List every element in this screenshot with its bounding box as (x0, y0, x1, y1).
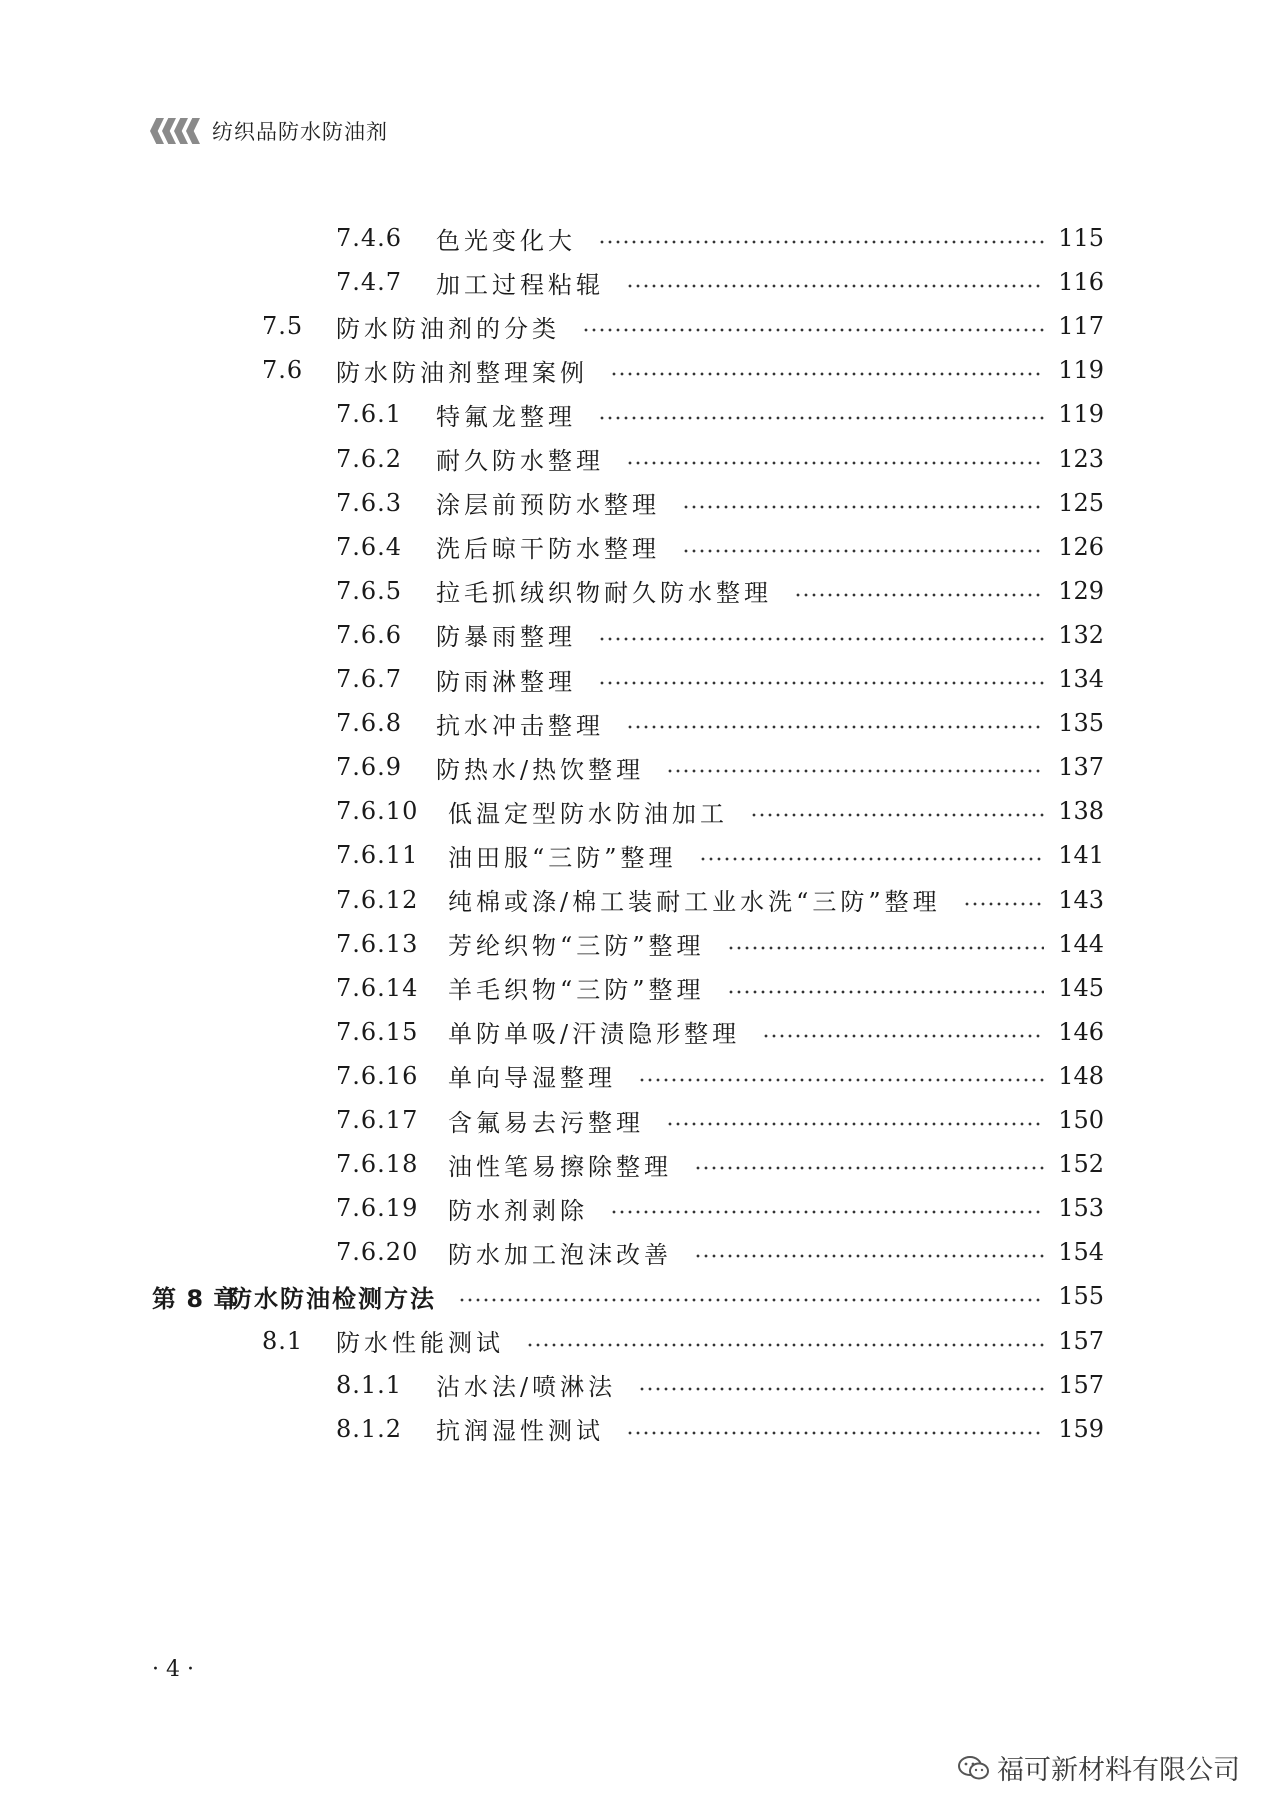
toc-entry-row (0, 1144, 1280, 1184)
toc-leader-dots (666, 769, 1044, 773)
toc-leader-dots (458, 1298, 1044, 1302)
watermark (957, 1748, 1240, 1787)
toc-page-number: 126 (1058, 532, 1104, 561)
toc-page-number: 115 (1058, 224, 1104, 252)
toc-title: 洗后晾干防水整理 (436, 535, 660, 564)
toc-leader-dots (727, 990, 1044, 994)
toc-entry-row (0, 659, 1280, 699)
toc-leader-dots (750, 813, 1044, 817)
toc-leader-dots (694, 1254, 1044, 1258)
toc-entry-row (0, 747, 1280, 787)
toc-leader-dots (626, 461, 1044, 465)
toc-title: 色光变化大 (436, 226, 576, 255)
toc-leader-dots (638, 1078, 1044, 1082)
toc-title: 纯棉或涤/棉工装耐工业水洗“三防”整理 (448, 888, 941, 916)
toc-title: 防水防油剂整理案例 (336, 358, 588, 387)
toc-entry-row (0, 880, 1280, 920)
toc-entry-row (0, 968, 1280, 1008)
toc-page-number: 152 (1058, 1150, 1104, 1179)
toc-title: 防水防油剂的分类 (336, 314, 560, 343)
toc-entry-row (0, 924, 1280, 964)
toc-leader-dots (610, 372, 1044, 376)
toc-leader-dots (626, 284, 1044, 288)
toc-title: 低温定型防水防油加工 (448, 799, 728, 828)
toc-page-number: 148 (1058, 1061, 1104, 1090)
page-number: · 4 · (152, 1657, 194, 1682)
toc-entry-row (0, 1188, 1280, 1228)
book-title: 纺织品防水防油剂 (212, 120, 388, 144)
toc-entry-row (0, 571, 1280, 611)
toc-number: 7.6.16 (336, 1061, 419, 1090)
toc-number: 7.6.2 (336, 444, 403, 473)
toc-number: 8.1.1 (336, 1370, 403, 1399)
toc-title: 拉毛抓绒织物耐久防水整理 (436, 579, 772, 608)
toc-page-number: 116 (1058, 268, 1104, 297)
toc-entry-row (0, 262, 1280, 302)
toc-number: 7.6.17 (336, 1106, 419, 1134)
toc-entry-row (0, 1100, 1280, 1140)
toc-entry-row (0, 350, 1280, 390)
toc-leader-dots (598, 637, 1044, 641)
toc-leader-dots (666, 1122, 1044, 1126)
toc-leader-dots (582, 328, 1044, 332)
toc-title: 芳纶织物“三防”整理 (448, 932, 705, 961)
toc-title: 防雨淋整理 (436, 667, 576, 696)
toc-leader-dots (727, 946, 1044, 950)
toc-number: 7.6.18 (336, 1150, 419, 1179)
toc-number: 7.6.11 (336, 841, 419, 870)
toc-page-number: 157 (1058, 1326, 1104, 1355)
toc-leader-dots (762, 1034, 1044, 1038)
toc-number: 7.6.6 (336, 620, 403, 649)
toc-page-number: 154 (1058, 1238, 1104, 1267)
toc-leader-dots (694, 1166, 1044, 1170)
toc-page-number: 132 (1058, 620, 1104, 649)
toc-page-number: 157 (1058, 1370, 1104, 1399)
toc-page-number: 146 (1058, 1017, 1104, 1046)
toc-title: 抗水冲击整理 (436, 711, 604, 740)
toc-leader-dots (598, 240, 1044, 244)
toc-number: 7.6.13 (336, 929, 419, 958)
toc-number: 8.1.2 (336, 1414, 403, 1443)
toc-number: 7.6 (262, 356, 304, 385)
toc-title: 羊毛织物“三防”整理 (448, 976, 705, 1005)
toc-title: 单防单吸/汗渍隐形整理 (448, 1020, 741, 1049)
running-header (150, 116, 388, 146)
toc-chapter-row (0, 1276, 1280, 1316)
toc-entry-row (0, 394, 1280, 434)
toc-leader-dots (610, 1210, 1044, 1214)
toc-number: 7.6.10 (336, 797, 419, 826)
toc-title: 防暴雨整理 (436, 623, 576, 652)
toc-page-number: 134 (1058, 665, 1104, 693)
toc-entry-row (0, 483, 1280, 523)
toc-title: 含氟易去污整理 (448, 1108, 644, 1137)
toc-number: 8.1 (262, 1326, 304, 1355)
toc-entry-row (0, 1232, 1280, 1272)
toc-entry-row (0, 703, 1280, 743)
toc-entry-row (0, 1321, 1280, 1361)
toc-leader-dots (794, 593, 1044, 597)
toc-page-number: 145 (1058, 973, 1104, 1002)
toc-entry-row (0, 439, 1280, 479)
toc-entry-row (0, 1409, 1280, 1449)
toc-number: 7.4.7 (336, 268, 403, 297)
toc-page-number: 125 (1058, 488, 1104, 517)
toc-page-number: 143 (1058, 885, 1104, 914)
toc-entry-row (0, 1056, 1280, 1096)
toc-number: 7.6.3 (336, 488, 403, 517)
toc-page-number: 138 (1058, 797, 1104, 826)
toc-page-number: 117 (1058, 312, 1104, 341)
toc-leader-dots (598, 416, 1044, 420)
toc-entry-row (0, 1365, 1280, 1405)
toc-title: 防热水/热饮整理 (436, 755, 645, 784)
toc-title: 油性笔易擦除整理 (448, 1152, 672, 1181)
toc-title: 沾水法/喷淋法 (436, 1373, 617, 1402)
toc-number: 7.6.7 (336, 665, 403, 693)
toc-leader-dots (682, 505, 1044, 509)
toc-number: 7.6.19 (336, 1194, 419, 1223)
watermark-text: 福可新材料有限公司 (997, 1755, 1240, 1786)
toc-page-number: 141 (1058, 841, 1104, 870)
toc-number: 7.6.5 (336, 576, 403, 605)
toc-leader-dots (626, 1431, 1044, 1435)
toc-title: 涂层前预防水整理 (436, 491, 660, 520)
toc-number: 7.6.8 (336, 709, 403, 738)
toc-leader-dots (598, 681, 1044, 685)
toc-number: 7.6.15 (336, 1017, 419, 1046)
toc-number: 7.6.14 (336, 973, 419, 1002)
toc-title: 耐久防水整理 (436, 447, 604, 475)
toc-title: 防水加工泡沫改善 (448, 1240, 672, 1269)
wechat-icon (957, 1755, 991, 1781)
toc-entry-row (0, 306, 1280, 346)
toc-entry-row (0, 615, 1280, 655)
toc-number: 7.6.20 (336, 1238, 419, 1267)
toc-number: 7.5 (262, 312, 304, 341)
toc-page-number: 123 (1058, 444, 1104, 473)
toc-page-number: 119 (1058, 400, 1104, 429)
toc-page-number: 135 (1058, 709, 1104, 738)
toc-title: 防水剂剥除 (448, 1196, 588, 1225)
toc-title: 加工过程粘辊 (436, 270, 604, 299)
toc-leader-dots (963, 902, 1044, 906)
toc-page-number: 129 (1058, 576, 1104, 605)
toc-title: 单向导湿整理 (448, 1064, 616, 1093)
toc-number: 7.4.6 (336, 224, 403, 252)
toc-leader-dots (638, 1387, 1044, 1391)
toc-entry-row (0, 1012, 1280, 1052)
toc-title: 防水防油检测方法 (228, 1284, 436, 1313)
toc-page-number: 159 (1058, 1414, 1104, 1443)
toc-number: 第 8 章 (152, 1284, 239, 1313)
toc-page-number: 153 (1058, 1194, 1104, 1223)
toc-page-number: 119 (1058, 356, 1104, 385)
chevron-ornament-icon (150, 118, 198, 144)
toc-page-number: 137 (1058, 753, 1104, 782)
toc-page-number: 155 (1058, 1282, 1104, 1311)
toc-number: 7.6.4 (336, 532, 403, 561)
toc-number: 7.6.12 (336, 885, 419, 914)
toc-leader-dots (682, 549, 1044, 553)
toc-entry-row (0, 527, 1280, 567)
toc-leader-dots (526, 1343, 1044, 1347)
toc-entry-row (0, 218, 1280, 258)
toc-title: 油田服“三防”整理 (448, 843, 677, 872)
toc-title: 防水性能测试 (336, 1329, 504, 1357)
toc-entry-row (0, 791, 1280, 831)
toc-page-number: 144 (1058, 929, 1104, 958)
toc-leader-dots (699, 857, 1044, 861)
toc-number: 7.6.1 (336, 400, 403, 429)
toc-entry-row (0, 835, 1280, 875)
toc-page-number: 150 (1058, 1106, 1104, 1134)
toc-title: 特氟龙整理 (436, 402, 576, 431)
toc-title: 抗润湿性测试 (436, 1417, 604, 1446)
toc-number: 7.6.9 (336, 753, 403, 782)
toc-leader-dots (626, 725, 1044, 729)
